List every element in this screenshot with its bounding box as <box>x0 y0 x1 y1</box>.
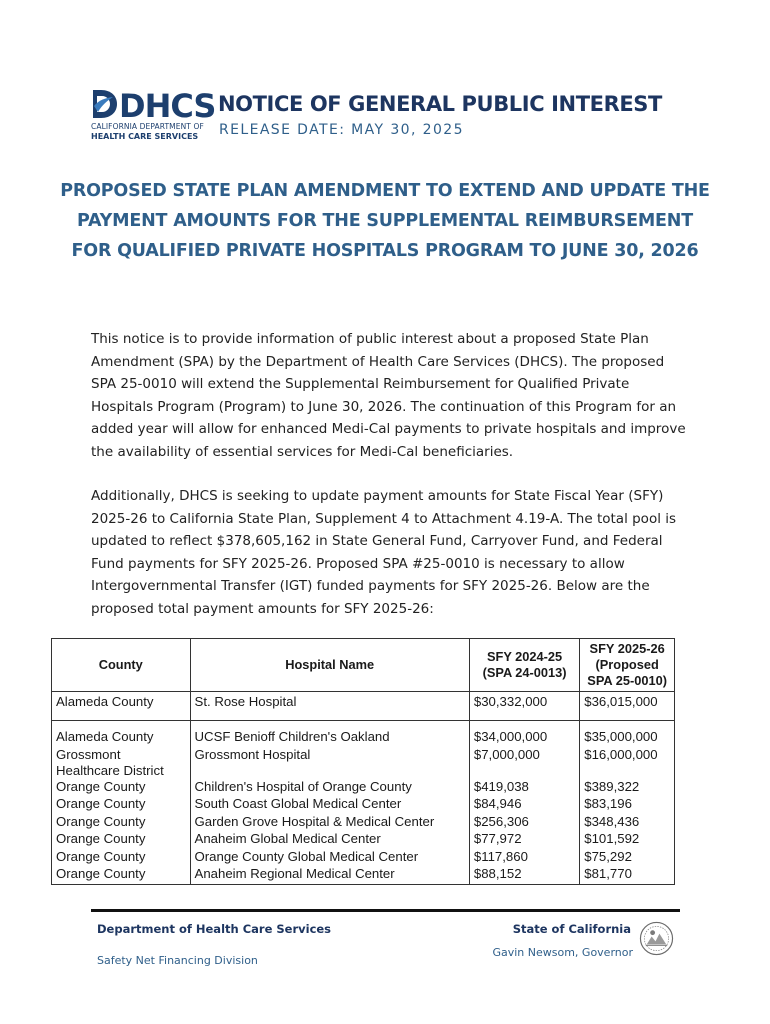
cell-sfy-2025: $36,015,000 <box>580 692 675 721</box>
table-row <box>52 747 675 779</box>
cell-county: Orange County <box>52 849 191 867</box>
footer-divider <box>91 909 680 912</box>
release-date: RELEASE DATE: MAY 30, 2025 <box>219 122 464 138</box>
cell-county: Orange County <box>52 831 191 849</box>
cell-hospital: Garden Grove Hospital & Medical Center <box>190 814 469 832</box>
logo-department-line: CALIFORNIA DEPARTMENT OF <box>91 122 204 131</box>
cell-county: Grossmont Healthcare District <box>52 747 191 779</box>
cell-hospital: Anaheim Global Medical Center <box>190 831 469 849</box>
cell-county: Alameda County <box>52 721 191 747</box>
cell-county: Orange County <box>52 779 191 797</box>
cell-sfy-2025: $83,196 <box>580 796 675 814</box>
cell-sfy-2025: $348,436 <box>580 814 675 832</box>
table-header-row <box>52 639 675 692</box>
cell-sfy-2024: $7,000,000 <box>469 747 579 779</box>
cell-county: Alameda County <box>52 692 191 721</box>
cell-hospital: South Coast Global Medical Center <box>190 796 469 814</box>
footer-governor: Gavin Newsom, Governor <box>492 946 633 959</box>
cell-county: Orange County <box>52 866 191 884</box>
cell-sfy-2025: $75,292 <box>580 849 675 867</box>
cell-hospital: Children's Hospital of Orange County <box>190 779 469 797</box>
cell-sfy-2024: $88,152 <box>469 866 579 884</box>
page-headline: PROPOSED STATE PLAN AMENDMENT TO EXTEND AND UPDATE THE PAYMENT AMOUNTS FOR THE SUPPLEMENTAL REIMBURSEMENT FOR QUALIFIED PRIVATE HOSPITALS PROGRAM TO JUNE 30, 2026 <box>60 181 710 261</box>
table-row <box>52 866 675 884</box>
payment-paragraph: Additionally, DHCS is seeking to update payment amounts for State Fiscal Year (SFY) 2025-26 to California State Plan, Supplement 4 to Attachment 4.19-A. The total pool is updated to reflect $378,605,162 in State General Fund, Carryover Fund, and Federal Fund payments for SFY 2025-26. Proposed SPA #25-0010 is necessary to allow Intergovernmental Transfer (IGT) funded payments for SFY 2025-26. Below are the proposed total payment amounts for SFY 2025-26: <box>91 488 677 617</box>
cell-sfy-2024: $30,332,000 <box>469 692 579 721</box>
cell-hospital: Anaheim Regional Medical Center <box>190 866 469 884</box>
footer-division: Safety Net Financing Division <box>97 954 258 967</box>
cell-sfy-2024: $419,038 <box>469 779 579 797</box>
footer-state: State of California <box>512 922 631 936</box>
table-row <box>52 849 675 867</box>
header-hospital: Hospital Name <box>190 639 469 692</box>
table-row <box>52 831 675 849</box>
intro-paragraph: This notice is to provide information of public interest about a proposed State Plan Amendment (SPA) by the Department of Health Care Services (DHCS). The proposed SPA 25-0010 will extend the Supplemental Reimbursement for Qualified Private Hospitals Program (Program) to June 30, 2026. The continuation of this Program for an added year will allow for enhanced Medi-Cal payments to private hospitals and improve the availability of essential services for Medi-Cal beneficiaries. <box>91 331 686 460</box>
cell-sfy-2024: $84,946 <box>469 796 579 814</box>
cell-hospital: Orange County Global Medical Center <box>190 849 469 867</box>
table-row <box>52 721 675 747</box>
table-row <box>52 814 675 832</box>
payment-table <box>51 638 675 885</box>
cell-sfy-2025: $35,000,000 <box>580 721 675 747</box>
notice-title: NOTICE OF GENERAL PUBLIC INTEREST <box>218 92 662 116</box>
cell-county: Orange County <box>52 796 191 814</box>
cell-sfy-2025: $389,322 <box>580 779 675 797</box>
cell-sfy-2024: $77,972 <box>469 831 579 849</box>
header-sfy-2025: SFY 2025-26 (Proposed SPA 25-0010) <box>580 639 675 692</box>
cell-sfy-2025: $81,770 <box>580 866 675 884</box>
dhcs-logo <box>91 87 216 144</box>
cell-sfy-2025: $16,000,000 <box>580 747 675 779</box>
state-seal-icon <box>639 921 674 956</box>
table-row <box>52 796 675 814</box>
table-row <box>52 779 675 797</box>
dhcs-logo-mark <box>91 87 216 125</box>
logo-wordmark: DHCS <box>119 87 216 125</box>
footer-department: Department of Health Care Services <box>97 922 332 936</box>
cell-hospital: St. Rose Hospital <box>190 692 469 721</box>
cell-hospital: UCSF Benioff Children's Oakland <box>190 721 469 747</box>
cell-sfy-2024: $34,000,000 <box>469 721 579 747</box>
cell-sfy-2024: $256,306 <box>469 814 579 832</box>
cell-hospital: Grossmont Hospital <box>190 747 469 779</box>
header-sfy-2024: SFY 2024-25 (SPA 24-0013) <box>469 639 579 692</box>
table-row <box>52 692 675 721</box>
cell-county: Orange County <box>52 814 191 832</box>
logo-health-line: HEALTH CARE SERVICES <box>91 132 199 141</box>
header-county: County <box>52 639 191 692</box>
cell-sfy-2025: $101,592 <box>580 831 675 849</box>
cell-sfy-2024: $117,860 <box>469 849 579 867</box>
